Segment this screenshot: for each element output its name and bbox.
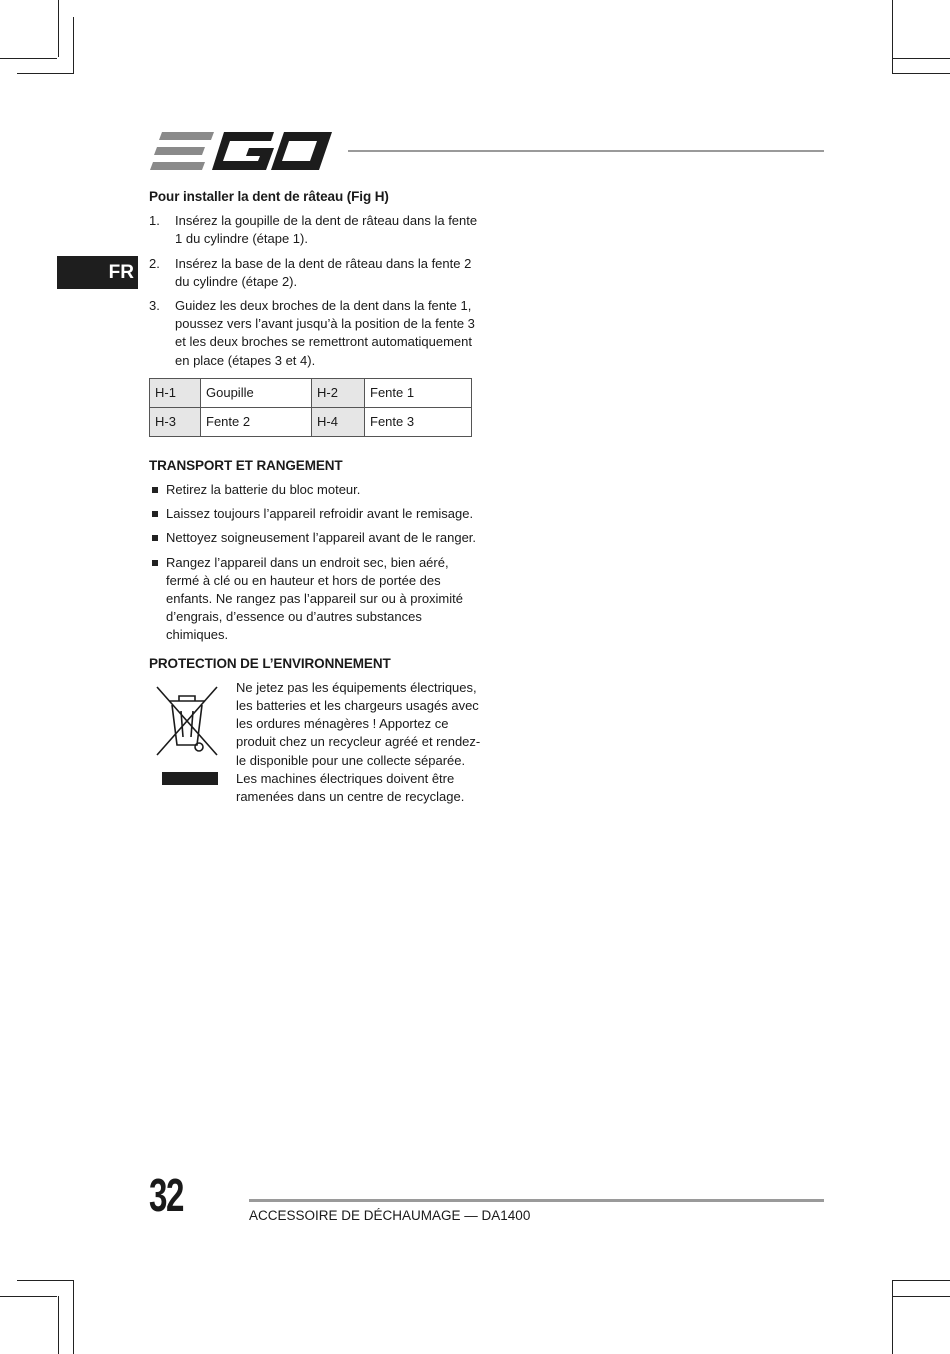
crop-mark (73, 1280, 74, 1354)
table-row (150, 407, 472, 436)
transport-section (149, 457, 479, 645)
table-cell: Goupille (201, 378, 312, 407)
bullet-icon (152, 560, 158, 566)
table-cell: Fente 2 (201, 407, 312, 436)
table-cell: Fente 1 (365, 378, 472, 407)
environment-block (149, 679, 479, 839)
transport-list (149, 481, 479, 645)
crop-mark (17, 73, 74, 74)
list-item: Rangez l’appareil dans un endroit sec, bien aéré, fermé à clé ou en hauteur et hors de portée des enfants. Ne rangez pas l’appareil sur ou à proximité d’engrais, d’essence ou d’autres substances chimiques. (149, 554, 479, 645)
list-item: Laissez toujours l’appareil refroidir avant le remisage. (149, 505, 479, 523)
crop-mark (892, 0, 893, 74)
crop-mark (892, 1280, 950, 1281)
list-item: Retirez la batterie du bloc moteur. (149, 481, 479, 499)
crop-mark (58, 0, 59, 57)
crop-mark (73, 17, 74, 74)
table-cell: H-3 (150, 407, 201, 436)
transport-title: TRANSPORT ET RANGEMENT (149, 457, 343, 473)
list-item: 3. Guidez les deux broches de la dent dans la fente 1, poussez vers l’avant jusqu’à la position de la fente 3 et les deux broches se remettront automatiquement en place (étapes 3 et 4). (149, 298, 475, 368)
crop-mark (892, 1280, 893, 1354)
footer-title: ACCESSOIRE DE DÉCHAUMAGE — DA1400 (249, 1208, 531, 1223)
table-cell: H-2 (312, 378, 365, 407)
table-cell: H-1 (150, 378, 201, 407)
bullet-icon (152, 511, 158, 517)
crop-mark (892, 73, 950, 74)
list-item: 2. Insérez la base de la dent de râteau dans la fente 2 du cylindre (étape 2). (149, 255, 472, 289)
table-cell: H-4 (312, 407, 365, 436)
header-rule (348, 150, 824, 152)
environment-text: Ne jetez pas les équipements électriques, les batteries et les chargeurs usagés avec les ordures ménagères ! Apportez ce produit chez un recycleur agréé et rendez-le disponible pour une collecte séparée. Les machines électriques doivent être ramenées dans un centre de recyclage. (236, 679, 481, 805)
page-number: 32 (149, 1169, 183, 1221)
weee-bar (162, 772, 218, 785)
footer-rule (249, 1199, 824, 1202)
table-row (150, 378, 472, 407)
environment-section (149, 655, 479, 839)
language-tab: FR (57, 256, 138, 289)
table-cell: Fente 3 (365, 407, 472, 436)
crop-mark (58, 1296, 59, 1354)
crop-mark (0, 58, 57, 59)
crop-mark (892, 58, 950, 59)
environment-title: PROTECTION DE L’ENVIRONNEMENT (149, 655, 391, 671)
crop-mark (892, 1296, 950, 1297)
crop-mark (17, 1280, 74, 1281)
parts-table (149, 378, 472, 437)
list-item: Nettoyez soigneusement l’appareil avant de le ranger. (149, 529, 479, 547)
bullet-icon (152, 487, 158, 493)
install-steps (149, 212, 479, 370)
install-title: Pour installer la dent de râteau (Fig H) (149, 189, 389, 204)
main-column (149, 188, 479, 839)
list-item: 1. Insérez la goupille de la dent de râteau dans la fente 1 du cylindre (étape 1). (149, 213, 478, 247)
crop-mark (0, 1296, 57, 1297)
bullet-icon (152, 535, 158, 541)
weee-crossed-bin-icon (155, 685, 219, 763)
ego-logo (150, 130, 332, 172)
